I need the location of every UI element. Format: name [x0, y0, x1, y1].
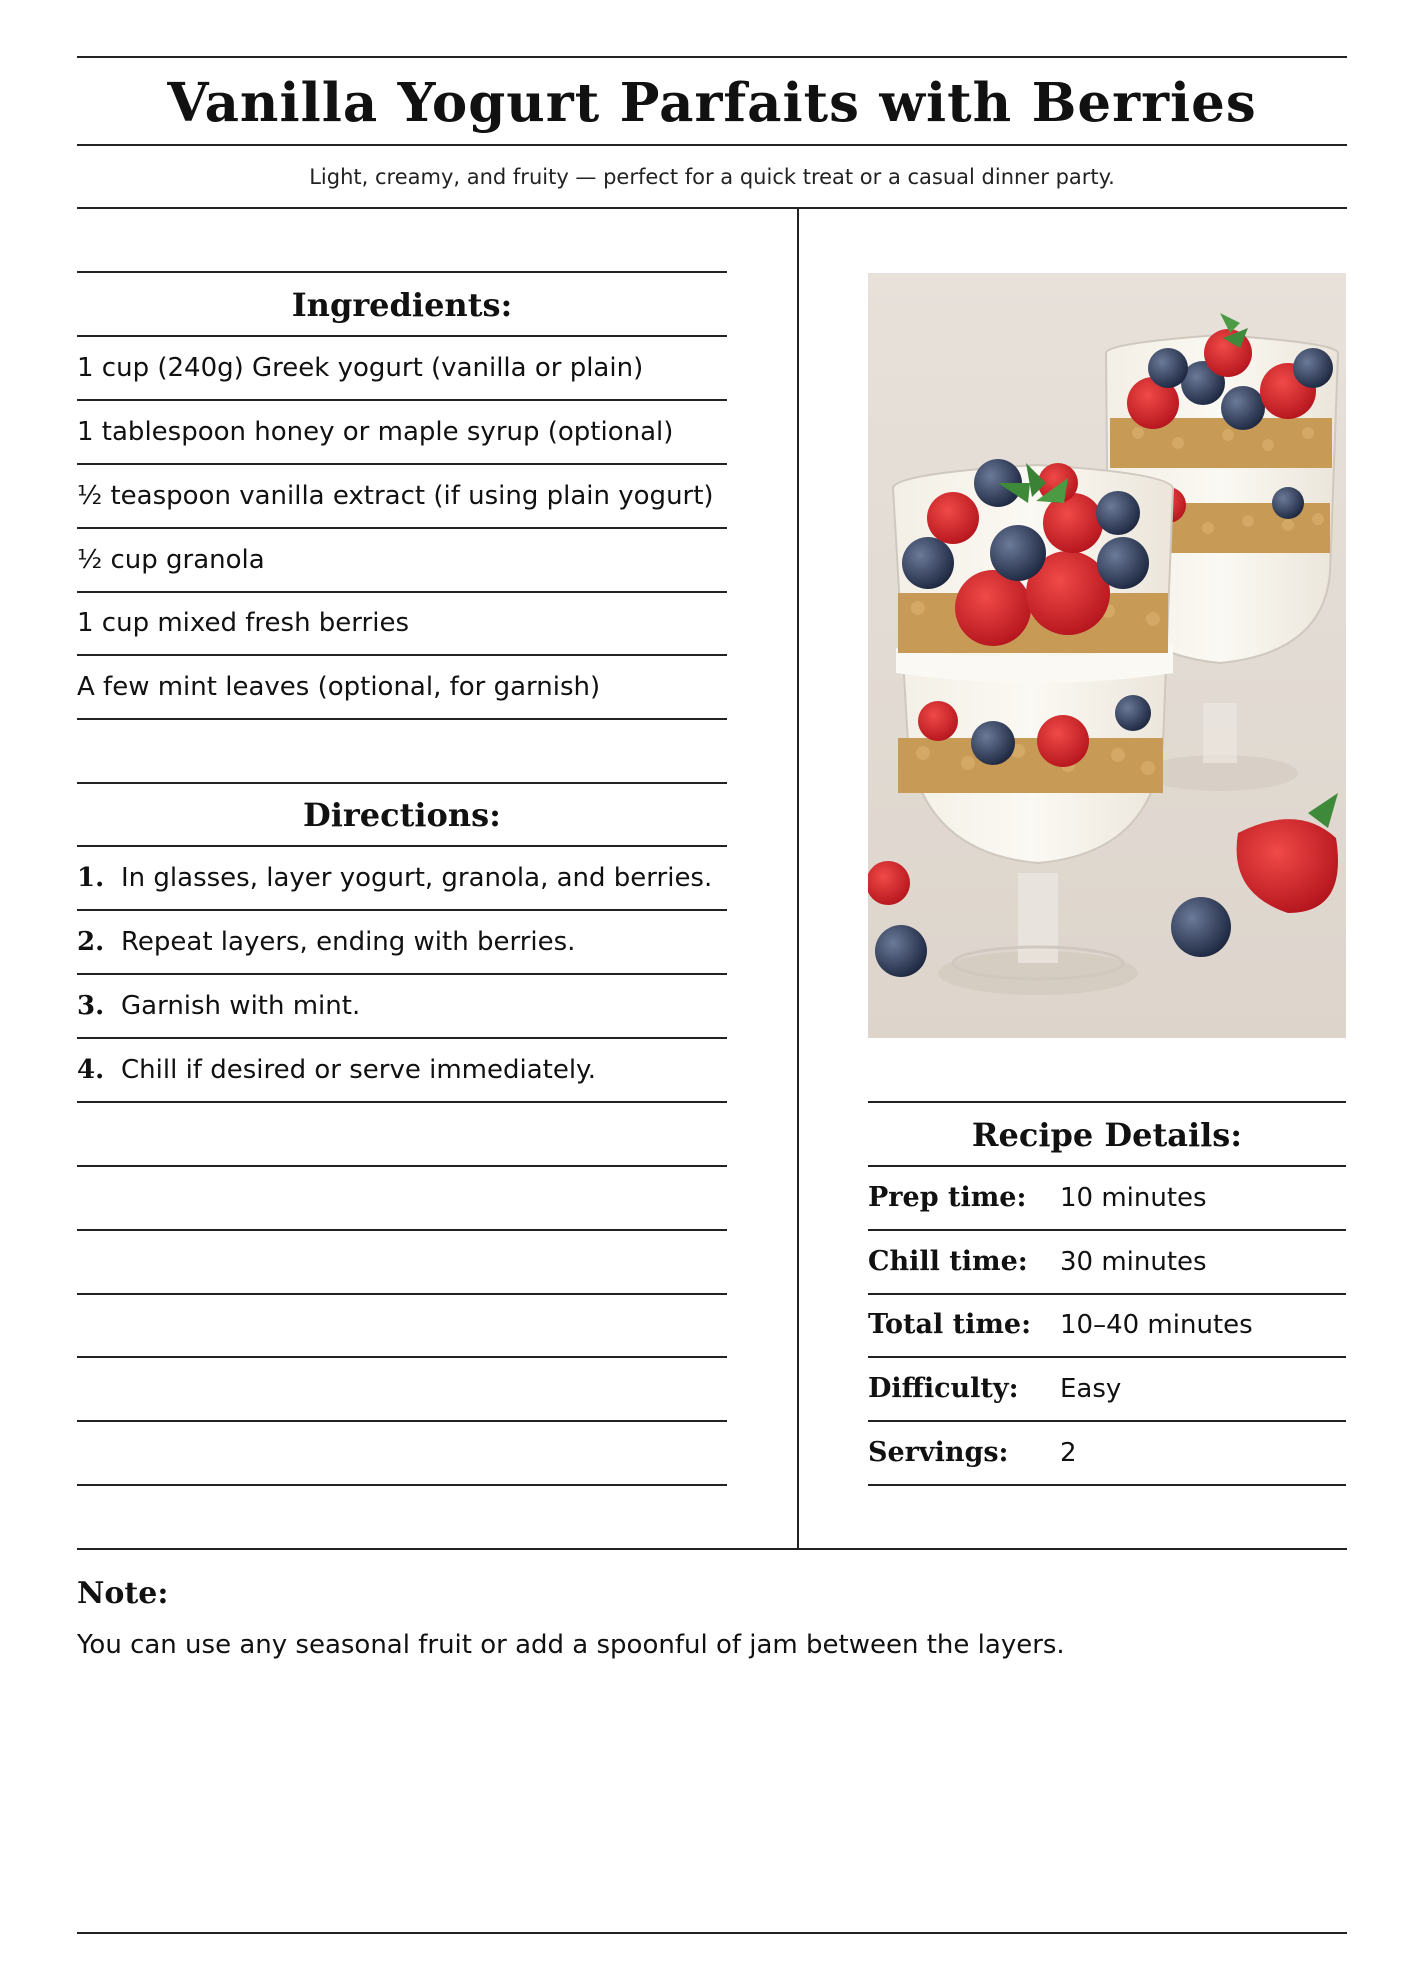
step-number: 1.: [77, 863, 105, 893]
step-number: 2.: [77, 927, 105, 957]
step-text: Garnish with mint.: [121, 991, 361, 1021]
ingredient-text: A few mint leaves (optional, for garnish): [77, 672, 601, 702]
row-rule: [868, 1229, 1346, 1231]
ingredients-top-rule: [77, 271, 727, 273]
row-rule: [77, 718, 727, 720]
blank-line: [77, 1420, 727, 1422]
direction-step: [77, 924, 727, 960]
row-rule: [77, 1101, 727, 1103]
details-heading-rule: [868, 1165, 1346, 1167]
directions-heading-rule: [77, 845, 727, 847]
step-number: 4.: [77, 1055, 105, 1085]
ingredient-text: 1 cup mixed fresh berries: [77, 608, 409, 638]
ingredients-heading: Ingredients:: [291, 286, 513, 324]
note-text: You can use any seasonal fruit or add a spoonful of jam between the layers.: [77, 1630, 1065, 1660]
ingredients-heading-rule: [77, 335, 727, 337]
note-heading: Note:: [77, 1576, 169, 1611]
row-rule: [77, 1037, 727, 1039]
ingredient-text: 1 tablespoon honey or maple syrup (optional): [77, 417, 674, 447]
subtitle-bottom-rule: [77, 207, 1347, 209]
row-rule: [868, 1484, 1346, 1486]
details-heading: Recipe Details:: [971, 1116, 1243, 1154]
recipe-subtitle: Light, creamy, and fruity — perfect for a quick treat or a casual dinner party.: [309, 165, 1115, 189]
step-number: 3.: [77, 991, 105, 1021]
row-rule: [868, 1420, 1346, 1422]
ingredient-item: [77, 542, 727, 578]
direction-step: [77, 860, 727, 896]
ingredient-item: [77, 605, 727, 641]
row-rule: [868, 1293, 1346, 1295]
footer-rule: [77, 1932, 1347, 1934]
directions-top-rule: [77, 782, 727, 784]
direction-step: [77, 1052, 727, 1088]
row-rule: [77, 973, 727, 975]
ingredient-item: [77, 669, 727, 705]
blank-line: [77, 1165, 727, 1167]
detail-label: Prep time:: [868, 1182, 1027, 1213]
row-rule: [77, 591, 727, 593]
detail-label: Total time:: [868, 1309, 1032, 1340]
detail-label: Chill time:: [868, 1246, 1028, 1277]
blank-line: [77, 1229, 727, 1231]
row-rule: [77, 463, 727, 465]
blank-line: [77, 1356, 727, 1358]
header-top-rule: [77, 56, 1347, 58]
detail-value: Easy: [1060, 1374, 1122, 1404]
detail-value: 10 minutes: [1060, 1183, 1207, 1213]
column-divider: [797, 208, 799, 1548]
ingredient-item: [77, 414, 727, 450]
ingredient-text: ½ teaspoon vanilla extract (if using plain yogurt): [77, 481, 714, 511]
details-top-rule: [868, 1101, 1346, 1103]
step-text: Chill if desired or serve immediately.: [121, 1055, 596, 1085]
row-rule: [77, 909, 727, 911]
row-rule: [77, 527, 727, 529]
recipe-title: Vanilla Yogurt Parfaits with Berries: [167, 72, 1257, 134]
row-rule: [77, 654, 727, 656]
parfait-photo: [868, 273, 1346, 1038]
ingredient-item: [77, 350, 727, 386]
blank-line: [77, 1484, 727, 1486]
blank-line: [77, 1293, 727, 1295]
detail-value: 30 minutes: [1060, 1247, 1207, 1277]
detail-value: 10–40 minutes: [1060, 1310, 1253, 1340]
ingredient-text: ½ cup granola: [77, 545, 265, 575]
detail-label: Servings:: [868, 1437, 1009, 1468]
title-bottom-rule: [77, 144, 1347, 146]
ingredient-text: 1 cup (240g) Greek yogurt (vanilla or plain): [77, 353, 644, 383]
row-rule: [868, 1356, 1346, 1358]
detail-label: Difficulty:: [868, 1373, 1019, 1404]
ingredient-item: [77, 478, 727, 514]
step-text: Repeat layers, ending with berries.: [121, 927, 576, 957]
row-rule: [77, 399, 727, 401]
direction-step: [77, 988, 727, 1024]
detail-value: 2: [1060, 1438, 1077, 1468]
directions-heading: Directions:: [303, 796, 501, 834]
note-top-rule: [77, 1548, 1347, 1550]
step-text: In glasses, layer yogurt, granola, and berries.: [121, 863, 713, 893]
